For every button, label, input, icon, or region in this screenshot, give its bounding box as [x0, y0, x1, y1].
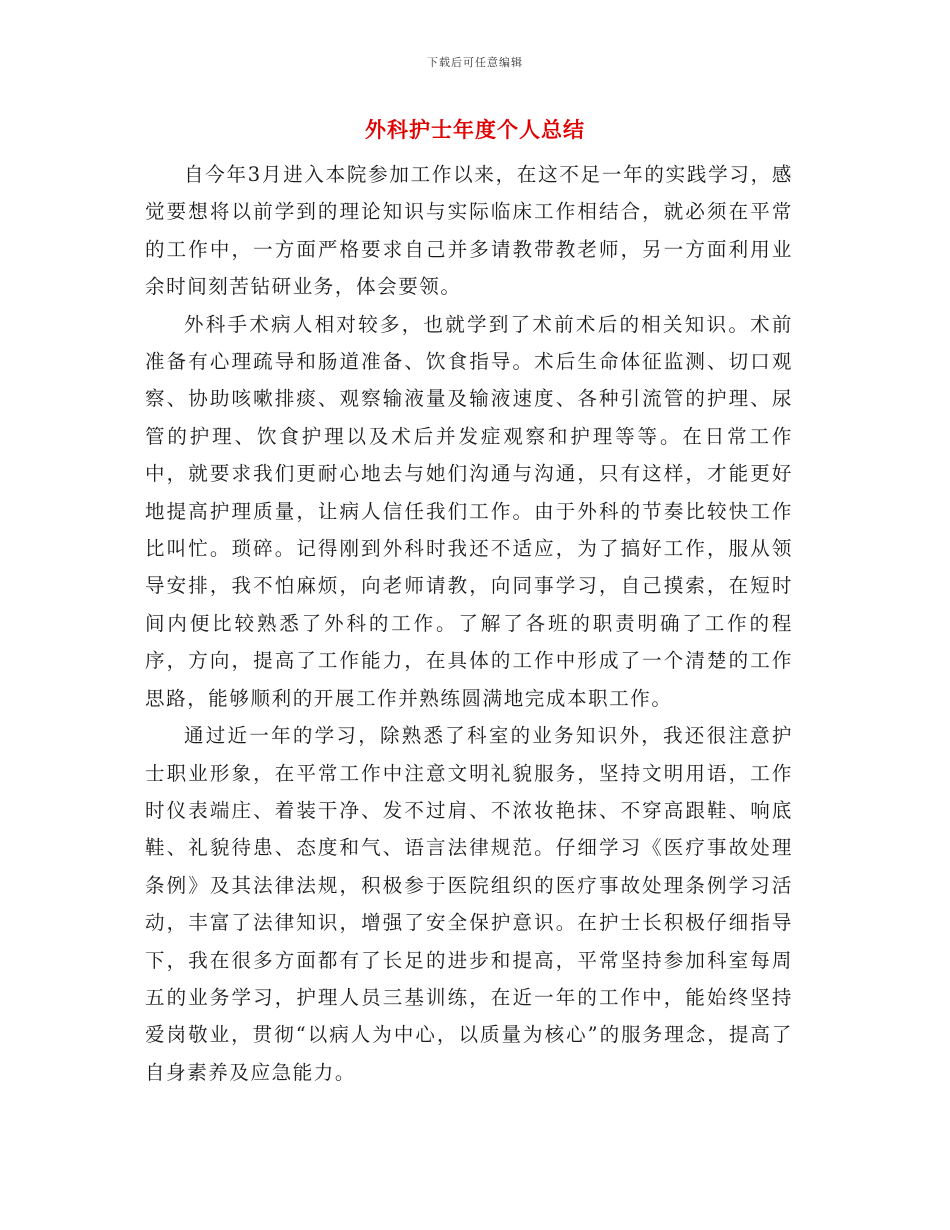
document-body: [145, 156, 793, 1091]
paragraph-2: 外科手术病人相对较多，也就学到了术前术后的相关知识。术前准备有心理疏导和肠道准备、饮食指导。术后生命体征监测、切口观察、协助咳嗽排痰、观察输液量及输液速度、各种引流管的护理、尿管的护理、饮食护理以及术后并发症观察和护理等等。在日常工作中，就要求我们更耐心地去与她们沟通与沟通，只有这样，才能更好地提高护理质量，让病人信任我们工作。由于外科的节奏比较快工作比叫忙。琐碎。记得刚到外科时我还不适应，为了搞好工作，服从领导安排，我不怕麻烦，向老师请教，向同事学习，自己摸索，在短时间内便比较熟悉了外科的工作。了解了各班的职责明确了工作的程序，方向，提高了工作能力，在具体的工作中形成了一个清楚的工作思路，能够顺利的开展工作并熟练圆满地完成本职工作。: [145, 312, 793, 710]
paragraph-3: 通过近一年的学习，除熟悉了科室的业务知识外，我还很注意护士职业形象，在平常工作中注意文明礼貌服务，坚持文明用语，工作时仪表端庄、着装干净、发不过肩、不浓妆艳抹、不穿高跟鞋、响底鞋、礼貌待患、态度和气、语言法律规范。仔细学习《医疗事故处理条例》及其法律法规，积极参于医院组织的医疗事故处理条例学习活动，丰富了法律知识，增强了安全保护意识。在护士长积极仔细指导下，我在很多方面都有了长足的进步和提高，平常坚持参加科室每周五的业务学习，护理人员三基训练，在近一年的工作中，能始终坚持爱岗敬业，贯彻“以病人为中心，以质量为核心”的服务理念，提高了自身素养及应急能力。: [145, 724, 793, 1084]
paragraph-1: 自今年3月进入本院参加工作以来，在这不足一年的实践学习，感觉要想将以前学到的理论知识与实际临床工作相结合，就必须在平常的工作中，一方面严格要求自己并多请教带教老师，另一方面利用业余时间刻苦钻研业务，体会要领。: [145, 163, 793, 299]
header-note: 下载后可任意编辑: [427, 56, 523, 69]
document-title: 外科护士年度个人总结: [365, 117, 585, 142]
